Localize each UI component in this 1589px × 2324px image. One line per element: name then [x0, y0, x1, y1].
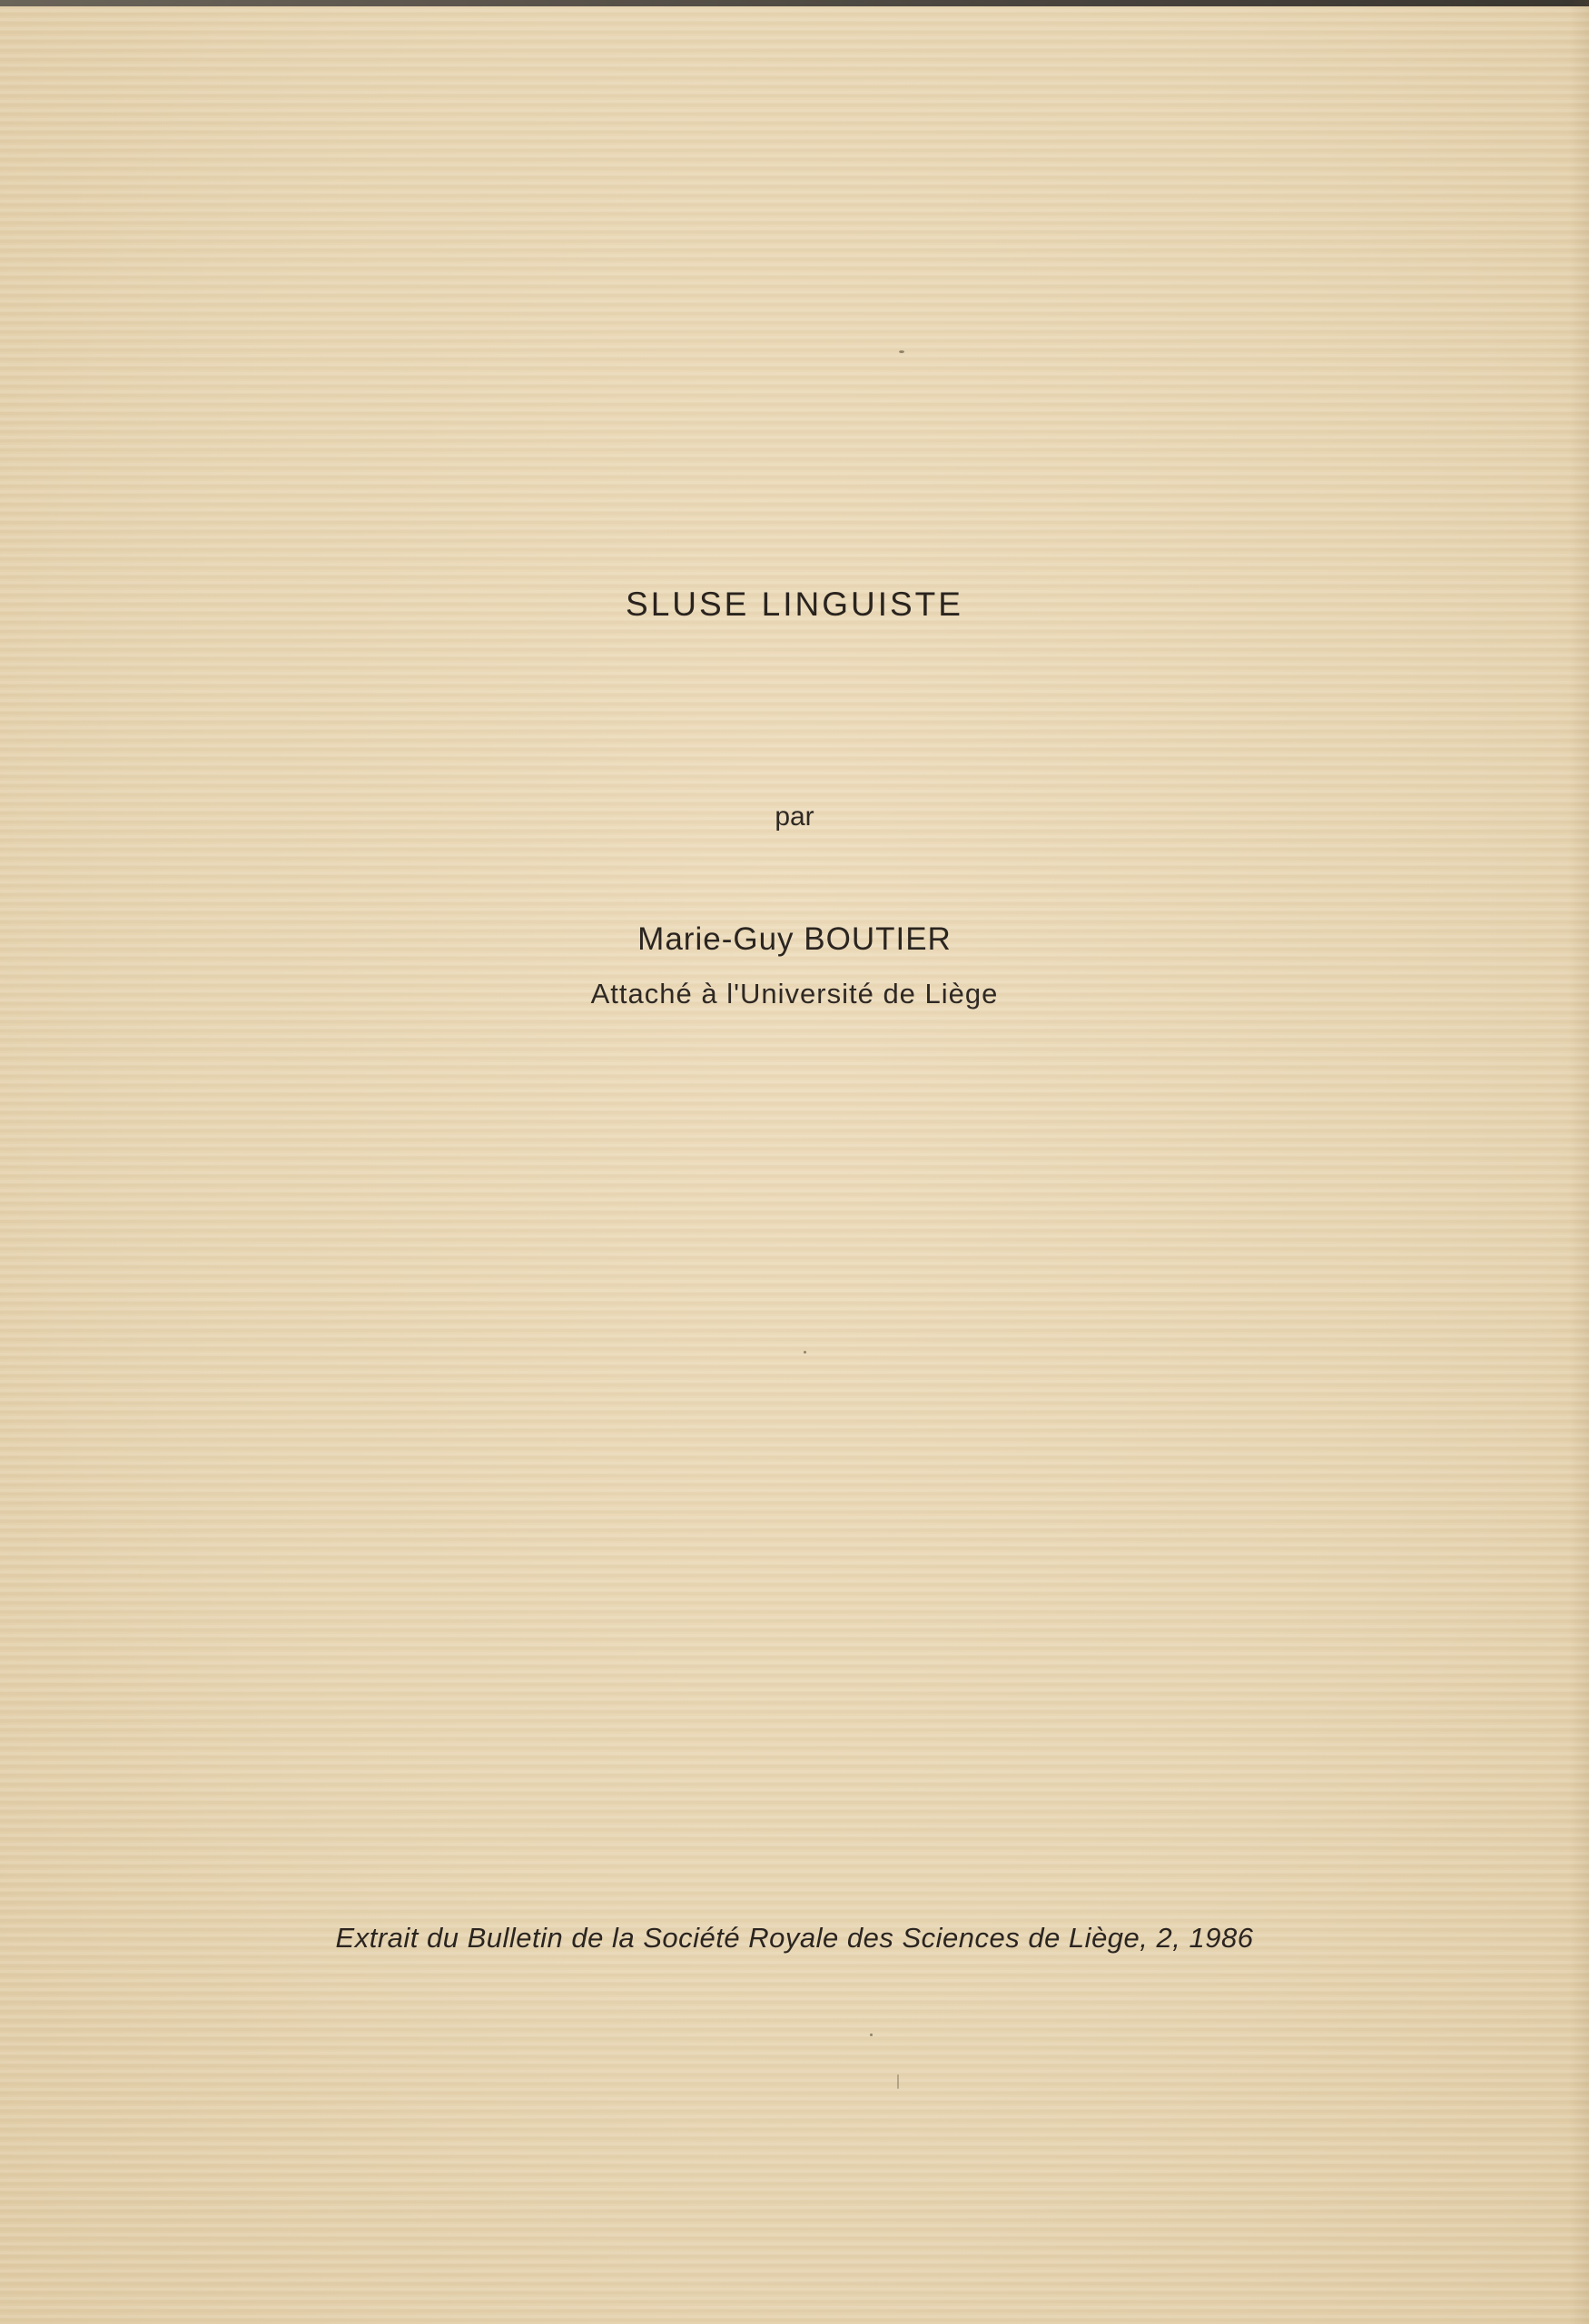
document-title: SLUSE LINGUISTE [626, 586, 963, 623]
author-affiliation: Attaché à l'Université de Liège [590, 978, 999, 1009]
by-label: par [775, 802, 814, 832]
publication-note: Extrait du Bulletin de la Société Royale des Sciences de Liège, 2, 1986 [335, 1922, 1254, 1954]
paper-speck [870, 2034, 873, 2036]
author-name: Marie-Guy BOUTIER [637, 921, 952, 957]
paper-speck [804, 1351, 806, 1354]
page-right-shadow [1569, 0, 1589, 2324]
paper-speck [897, 2074, 899, 2089]
page-top-edge [0, 0, 1589, 6]
paper-speck [899, 350, 904, 353]
